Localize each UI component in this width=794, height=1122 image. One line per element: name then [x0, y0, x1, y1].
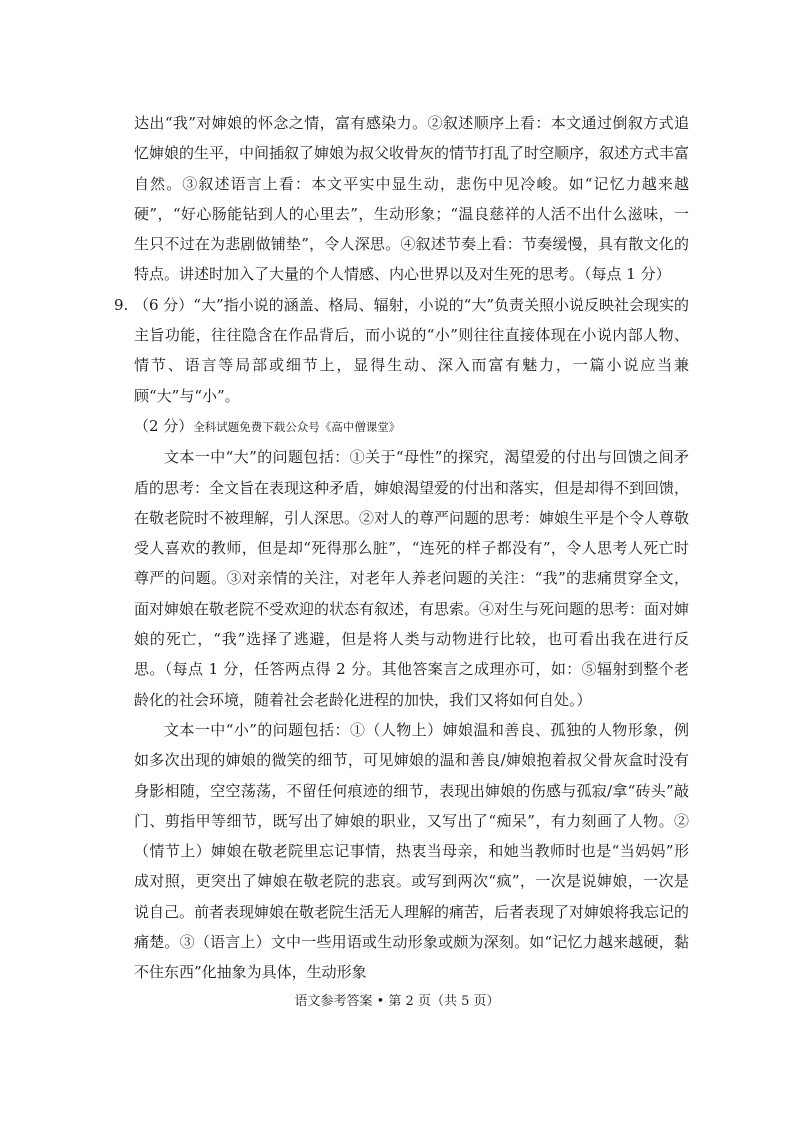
answer-paragraph-big: 文本一中“大”的问题包括：①关于“母性”的探究，渴望爱的付出与回馈之间矛盾的思考：全文旨在表现这种矛盾，婶娘渴望爱的付出和落实，但是却得不到回馈，在敬老院时不被理解，引人深思。②对人的尊严问题的思考：婶娘生平是个令人尊敬受人喜欢的教师，但是却“死得那么脏”，“连死的样子都没有”，令人思考人死亡时尊严的问题。③对亲情的关注，对老年人养老问题的关注：“我”的悲痛贯穿全文，面对婶娘在敬老院不受欢迎的状态有叙述，有思索。④对生与死问题的思考：面对婶娘的死亡，“我”选择了逃避，但是将人类与动物进行比较，也可看出我在进行反思。（每点 1 分，任答两点得 2 分。其他答案言之成理亦可，如：⑤辐射到整个老龄化的社会环境，随着社会老龄化进程的加快，我们又将如何自处。） — [134, 448, 690, 709]
answer-paragraph-small: 文本一中“小”的问题包括：①（人物上）婶娘温和善良、孤独的人物形象，例如多次出现的婶娘的微笑的细节，可见婶娘的温和善良/婶娘抱着叔父骨灰盒时没有身影相随，空空荡荡，不留任何痕迹的细节，表现出婶娘的伤感与孤寂/拿“砖头”敲门、剪指甲等细节，既写出了婶娘的职业，又写出了“痴呆”，有力刻画了人物。②（情节上）婶娘在敬老院里忘记事情，热衷当母亲，和她当教师时也是“当妈妈”形成对照，更突出了婶娘在敬老院的悲哀。或写到两次“疯”，一次是说婶娘，一次是说自己。前者表现婶娘在敬老院生活无人理解的痛苦，后者表现了对婶娘将我忘记的痛楚。③（语言上）文中一些用语或生动形象或颇为深刻。如“记忆力越来越硬，黏不住东西”化抽象为具体，生动形象 — [134, 720, 690, 982]
download-notice: 全科试题免费下载公众号《高中僧课堂》 — [193, 419, 401, 434]
points-and-notice-line — [134, 411, 689, 442]
answer-content — [114, 108, 690, 988]
question-9-points: （2 分） — [134, 416, 194, 435]
question-number: 9. — [114, 295, 129, 314]
page-footer: 语文参考答案 • 第 2 页（共 5 页） — [294, 994, 500, 1009]
question-9 — [114, 290, 689, 411]
question-9-text: （6 分）“大”指小说的涵盖、格局、辐射，小说的“大”负责关照小说反映社会现实的主旨功能，往往隐含在作品背后，而小说的“小”则往往直接体现在小说内部人物、情节、语言等局部或细节上，显得生动、深入而富有魅力，一篇小说应当兼顾“大”与“小”。 — [134, 295, 689, 405]
answer-paragraph-8-continued: 达出“我”对婶娘的怀念之情，富有感染力。②叙述顺序上看：本文通过倒叙方式追忆婶娘的生平，中间插叙了婶娘为叔父收骨灰的情节打乱了时空顺序，叙述方式丰富自然。③叙述语言上看：本文平实中显生动，悲伤中见冷峻。如“记忆力越来越硬”，“好心肠能钻到人的心里去”，生动形象；“温良慈祥的人活不出什么滋味，一生只不过在为悲剧做铺垫”，令人深思。④叙述节奏上看：节奏缓慢，具有散文化的特点。讲述时加入了大量的个人情感、内心世界以及对生死的思考。（每点 1 分） — [134, 114, 690, 284]
